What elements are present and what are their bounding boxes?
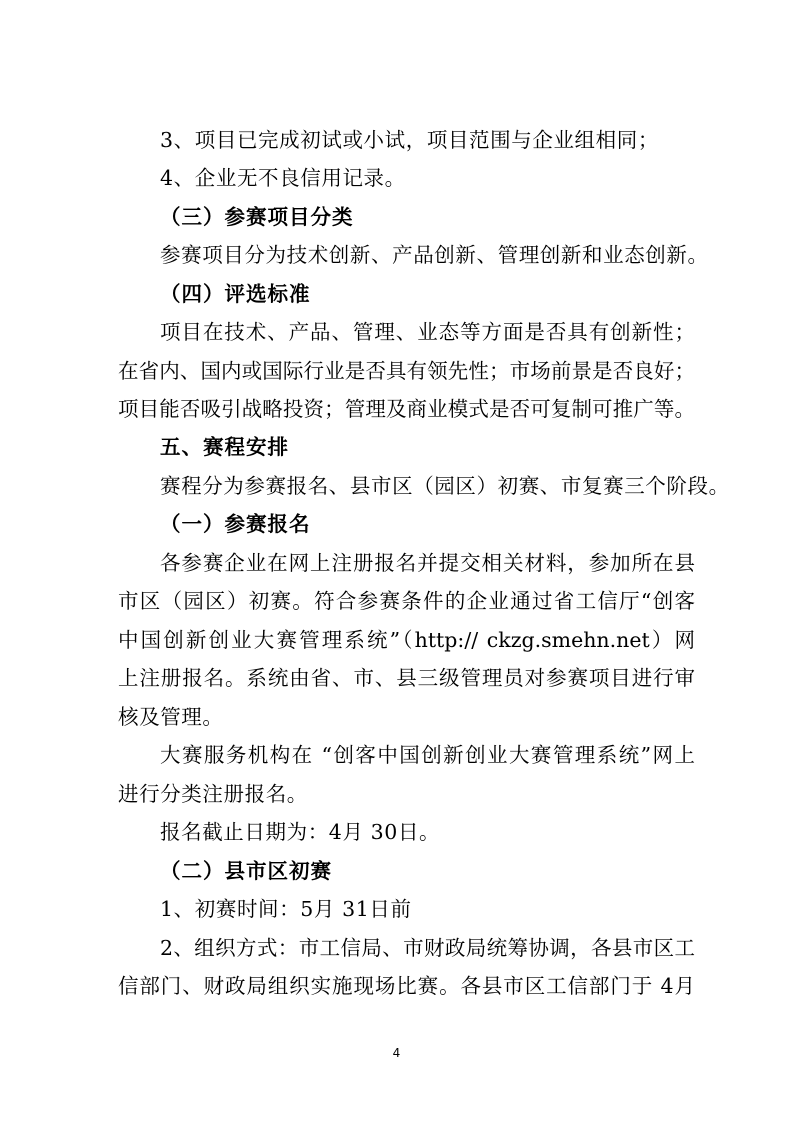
page-number: 4 bbox=[392, 1046, 401, 1060]
paragraph-line: 参赛项目分为技术创新、产品创新、管理创新和业态创新。 bbox=[160, 243, 709, 267]
section-heading: （二）县市区初赛 bbox=[160, 859, 332, 883]
paragraph-line: 中国创新创业大赛管理系统”（http:// ckzg.smehn.net）网 bbox=[118, 628, 695, 652]
paragraph-line: 核及管理。 bbox=[118, 705, 224, 729]
paragraph-line: 各参赛企业在网上注册报名并提交相关材料，参加所在县 bbox=[160, 551, 695, 575]
paragraph-line: 2、组织方式：市工信局、市财政局统筹协调，各县市区工 bbox=[160, 936, 695, 960]
section-heading: （四）评选标准 bbox=[160, 282, 311, 306]
paragraph-line: 进行分类注册报名。 bbox=[118, 782, 308, 806]
paragraph-line: 项目在技术、产品、管理、业态等方面是否具有创新性； bbox=[160, 320, 695, 344]
paragraph-line: 市区（园区）初赛。符合参赛条件的企业通过省工信厅“创客 bbox=[118, 589, 695, 613]
paragraph-line: 报名截止日期为：4月 30日。 bbox=[160, 820, 441, 844]
paragraph-line: 项目能否吸引战略投资；管理及商业模式是否可复制可推广等。 bbox=[118, 397, 695, 421]
paragraph-line: 在省内、国内或国际行业是否具有领先性；市场前景是否良好； bbox=[118, 359, 695, 383]
paragraph-line: 4、企业无不良信用记录。 bbox=[160, 166, 406, 190]
section-heading: （一）参赛报名 bbox=[160, 512, 311, 536]
paragraph-line: 3、项目已完成初试或小试，项目范围与企业组相同； bbox=[160, 128, 659, 152]
paragraph-line: 信部门、财政局组织实施现场比赛。各县市区工信部门于 4月 bbox=[118, 974, 695, 998]
paragraph-line: 上注册报名。系统由省、市、县三级管理员对参赛项目进行审 bbox=[118, 666, 695, 690]
paragraph-line: 大赛服务机构在 “创客中国创新创业大赛管理系统”网上 bbox=[160, 743, 695, 767]
paragraph-line: 赛程分为参赛报名、县市区（园区）初赛、市复赛三个阶段。 bbox=[160, 474, 730, 498]
section-heading: 五、赛程安排 bbox=[160, 435, 289, 459]
section-heading: （三）参赛项目分类 bbox=[160, 205, 354, 229]
paragraph-line: 1、初赛时间：5月 31日前 bbox=[160, 897, 412, 921]
